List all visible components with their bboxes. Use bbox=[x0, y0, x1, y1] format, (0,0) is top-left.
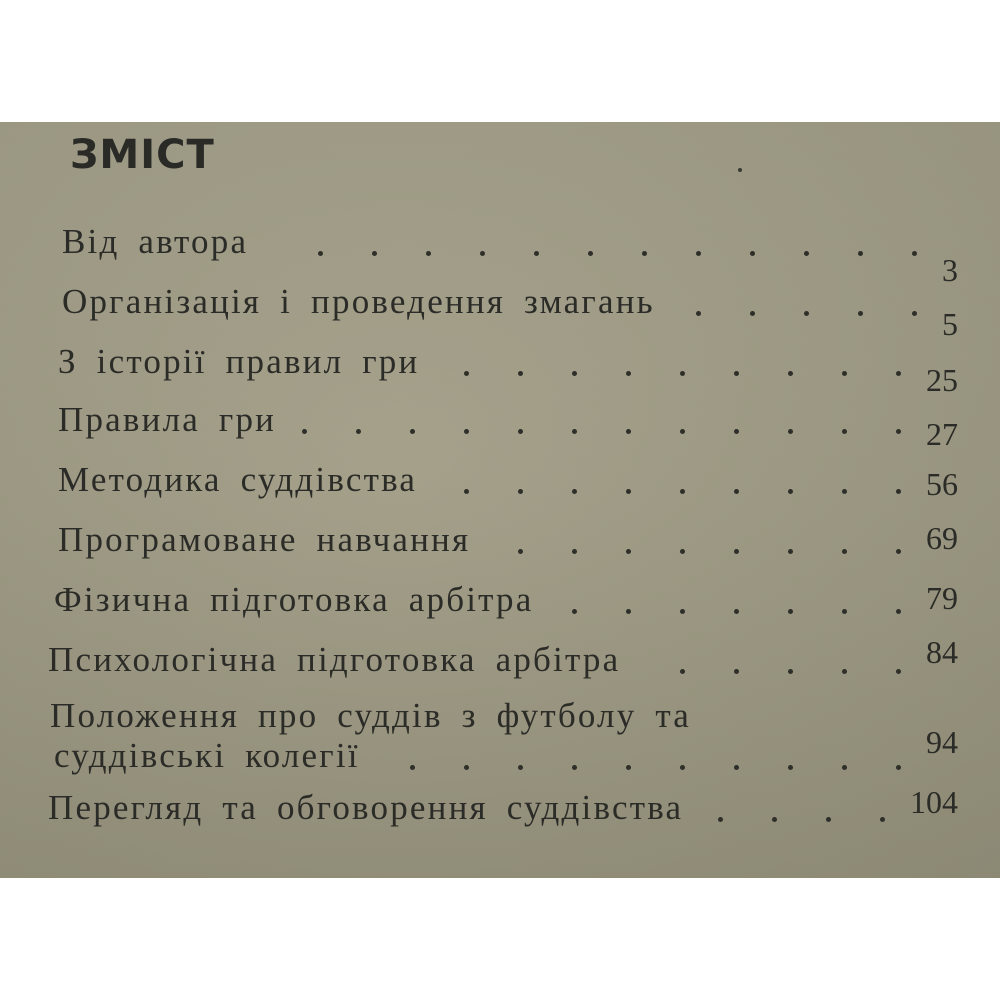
leader-dot bbox=[626, 765, 631, 770]
toc-entry bbox=[0, 636, 1000, 696]
leader-dot bbox=[734, 489, 739, 494]
leader-dot bbox=[788, 765, 793, 770]
toc-entry-page: 56 bbox=[926, 466, 958, 502]
leader-dot bbox=[734, 765, 739, 770]
leader-dot bbox=[626, 371, 631, 376]
leader-dot bbox=[680, 371, 685, 376]
toc-entry-title: Фізична підготовка арбітра bbox=[54, 580, 534, 619]
leader-dot bbox=[772, 817, 777, 822]
table-of-contents bbox=[0, 122, 1000, 878]
leader-dot bbox=[788, 669, 793, 674]
leader-dot bbox=[858, 251, 863, 256]
toc-entry bbox=[0, 578, 1000, 638]
leader-dot bbox=[680, 489, 685, 494]
leader-dot bbox=[372, 251, 377, 256]
leader-dot bbox=[842, 669, 847, 674]
leader-dot bbox=[896, 609, 901, 614]
toc-entry-page: 3 bbox=[942, 252, 958, 288]
toc-entry bbox=[0, 398, 1000, 458]
toc-entry-page: 94 bbox=[926, 724, 958, 760]
toc-entry bbox=[0, 340, 1000, 400]
toc-entry bbox=[0, 786, 1000, 846]
toc-entry bbox=[0, 220, 1000, 288]
leader-dot bbox=[464, 371, 469, 376]
leader-dot bbox=[788, 429, 793, 434]
leader-dot bbox=[696, 311, 701, 316]
leader-dot bbox=[680, 609, 685, 614]
toc-entry-title: Правила гри bbox=[58, 400, 277, 439]
leader-dot bbox=[318, 251, 323, 256]
leader-dot bbox=[718, 817, 723, 822]
toc-entry-title: Методика суддівства bbox=[58, 460, 418, 499]
leader-dot bbox=[626, 549, 631, 554]
leader-dot bbox=[896, 549, 901, 554]
toc-entry-title-line1: Положення про суддів з футболу та bbox=[50, 696, 692, 735]
leader-dot bbox=[842, 429, 847, 434]
leader-dot bbox=[572, 371, 577, 376]
leader-dot bbox=[410, 765, 415, 770]
leader-dot bbox=[572, 489, 577, 494]
leader-dot bbox=[842, 489, 847, 494]
toc-entry-title: Програмоване навчання bbox=[58, 520, 471, 559]
toc-entry-page: 27 bbox=[926, 416, 958, 452]
leader-dot bbox=[734, 609, 739, 614]
leader-dot bbox=[626, 489, 631, 494]
leader-dot bbox=[426, 251, 431, 256]
leader-dot bbox=[518, 429, 523, 434]
leader-dot bbox=[680, 429, 685, 434]
leader-dot bbox=[572, 765, 577, 770]
toc-entry bbox=[0, 694, 1000, 794]
toc-entry bbox=[0, 458, 1000, 518]
leader-dot bbox=[680, 765, 685, 770]
leader-dot bbox=[896, 429, 901, 434]
leader-dot bbox=[680, 549, 685, 554]
leader-dot bbox=[750, 251, 755, 256]
leader-dot bbox=[804, 251, 809, 256]
toc-entry-title: Від автора bbox=[62, 222, 249, 261]
leader-dot bbox=[626, 429, 631, 434]
toc-entry-title-line2: суддівські колегії bbox=[54, 736, 360, 775]
leader-dot bbox=[626, 609, 631, 614]
toc-heading: ЗМІСТ bbox=[70, 132, 215, 178]
leader-dot bbox=[842, 765, 847, 770]
leader-dot bbox=[788, 549, 793, 554]
toc-entry bbox=[0, 518, 1000, 578]
leader-dot bbox=[750, 311, 755, 316]
leader-dot bbox=[842, 371, 847, 376]
toc-entry bbox=[0, 280, 1000, 340]
leader-dot bbox=[826, 817, 831, 822]
leader-dot bbox=[642, 251, 647, 256]
leader-dot bbox=[842, 549, 847, 554]
toc-entry-title: Перегляд та обговорення суддівства bbox=[48, 788, 684, 827]
toc-entry-page: 84 bbox=[926, 634, 958, 670]
leader-dot bbox=[912, 251, 917, 256]
leader-dot bbox=[572, 549, 577, 554]
leader-dot bbox=[896, 765, 901, 770]
toc-entry-page: 25 bbox=[926, 362, 958, 398]
toc-entry-title: Організація і проведення змагань bbox=[62, 282, 655, 321]
leader-dot bbox=[464, 765, 469, 770]
leader-dot bbox=[788, 489, 793, 494]
leader-dot bbox=[680, 669, 685, 674]
leader-dot bbox=[534, 251, 539, 256]
book-page-photo bbox=[0, 122, 1000, 878]
toc-entry-page: 5 bbox=[942, 306, 958, 342]
leader-dot bbox=[804, 311, 809, 316]
leader-dot bbox=[842, 609, 847, 614]
leader-dot bbox=[734, 549, 739, 554]
leader-dot bbox=[734, 429, 739, 434]
leader-dot bbox=[788, 371, 793, 376]
toc-entry-title: З історії правил гри bbox=[58, 342, 420, 381]
leader-dot bbox=[464, 429, 469, 434]
toc-entry-title: Психологічна підготовка арбітра bbox=[48, 640, 621, 679]
leader-dot bbox=[896, 489, 901, 494]
leader-dot bbox=[880, 817, 885, 822]
leader-dot bbox=[896, 669, 901, 674]
toc-entry-page: 104 bbox=[910, 784, 958, 820]
leader-dot bbox=[858, 311, 863, 316]
leader-dot bbox=[734, 371, 739, 376]
leader-dot bbox=[696, 251, 701, 256]
toc-entry-page: 79 bbox=[926, 580, 958, 616]
leader-dot bbox=[588, 251, 593, 256]
leader-dot bbox=[518, 765, 523, 770]
leader-dot bbox=[518, 489, 523, 494]
leader-dot bbox=[896, 371, 901, 376]
leader-dot bbox=[356, 429, 361, 434]
leader-dot bbox=[302, 429, 307, 434]
leader-dot bbox=[912, 311, 917, 316]
leader-dot bbox=[480, 251, 485, 256]
leader-dot bbox=[788, 609, 793, 614]
leader-dot bbox=[734, 669, 739, 674]
toc-entry-page: 69 bbox=[926, 520, 958, 556]
leader-dot bbox=[518, 371, 523, 376]
leader-dot bbox=[410, 429, 415, 434]
leader-dot bbox=[464, 489, 469, 494]
leader-dot bbox=[518, 549, 523, 554]
leader-dot bbox=[572, 609, 577, 614]
leader-dot bbox=[572, 429, 577, 434]
